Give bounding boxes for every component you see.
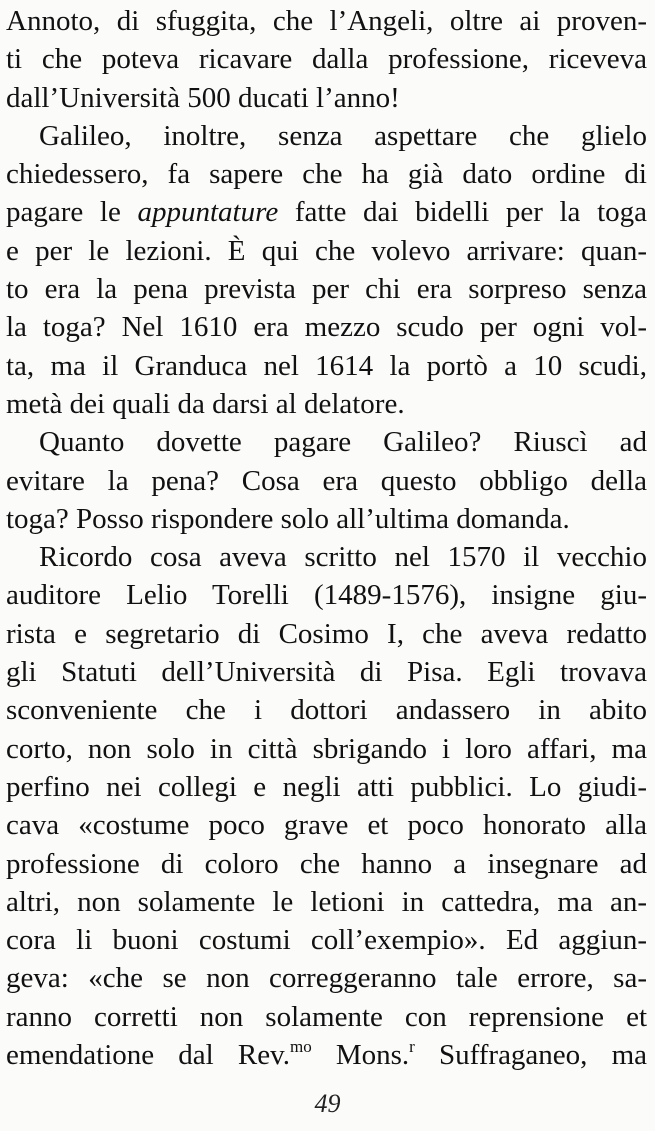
- paragraph-start-line: Ricordo cosa aveva scritto nel 1570 il vecchio: [39, 541, 647, 574]
- text-line: altri, non solamente le letioni in cattedra, ma an-: [6, 885, 647, 918]
- text-line: evitare la pena? Cosa era questo obbligo della: [6, 464, 647, 497]
- text-line: ta, ma il Granduca nel 1614 la portò a 10 scudi,: [6, 349, 647, 382]
- text-line: chiedessero, fa sapere che ha già dato ordine di: [6, 158, 647, 191]
- text-line: cora li buoni costumi coll’exempio». Ed aggiun-: [6, 924, 647, 957]
- text-line: geva: «che se non correggeranno tale errore, sa-: [6, 962, 647, 995]
- text-line: to era la pena prevista per chi era sorpreso senza: [6, 273, 647, 306]
- text-run: fatte dai bidelli per la toga: [278, 196, 647, 229]
- text-line: dall’Università 500 ducati l’anno!: [6, 81, 400, 114]
- paragraph-start-line: Quanto dovette pagare Galileo? Riuscì ad: [39, 426, 647, 459]
- text-line: ranno corretti non solamente con reprensione et: [6, 1000, 647, 1033]
- text-line: metà dei quali da darsi al delatore.: [6, 387, 405, 420]
- body-text: [6, 2, 647, 1074]
- text-run: pagare le: [6, 196, 138, 229]
- text-line: cava «costume poco grave et poco honorato alla: [6, 809, 647, 842]
- text-line: perfino nei collegi e negli atti pubblici. Lo giudi-: [6, 770, 647, 803]
- text-line: la toga? Nel 1610 era mezzo scudo per ogni vol-: [6, 311, 647, 344]
- superscript-abbrev: r: [409, 1037, 415, 1057]
- text-line: rista e segretario di Cosimo I, che aveva redatto: [6, 617, 647, 650]
- text-run: emendatione dal Rev.: [6, 1039, 290, 1072]
- text-line: gli Statuti dell’Università di Pisa. Egli trovava: [6, 656, 647, 689]
- text-line: [6, 1036, 647, 1074]
- text-line: auditore Lelio Torelli (1489-1576), insigne giu-: [6, 579, 647, 612]
- page-number: 49: [314, 1089, 341, 1118]
- text-line: sconveniente che i dottori andassero in abito: [6, 694, 647, 727]
- text-line: [6, 193, 647, 231]
- text-line: toga? Posso rispondere solo all’ultima domanda.: [6, 502, 570, 535]
- text-line: corto, non solo in città sbrigando i loro affari, ma: [6, 732, 647, 765]
- paragraph-start-line: Galileo, inoltre, senza aspettare che glielo: [39, 119, 647, 152]
- text-line: Annoto, di sfuggita, che l’Angeli, oltre ai proven-: [6, 5, 647, 37]
- superscript-abbrev: mo: [289, 1037, 312, 1057]
- text-run: Suffraganeo, ma: [414, 1039, 648, 1072]
- text-line: professione di coloro che hanno a insegnare ad: [6, 847, 647, 880]
- text-line: e per le lezioni. È qui che volevo arrivare: quan-: [6, 234, 647, 267]
- text-run: Mons.: [311, 1039, 410, 1072]
- text-line: ti che poteva ricavare dalla professione, riceveva: [6, 43, 647, 76]
- italic-term: appuntature: [137, 196, 279, 229]
